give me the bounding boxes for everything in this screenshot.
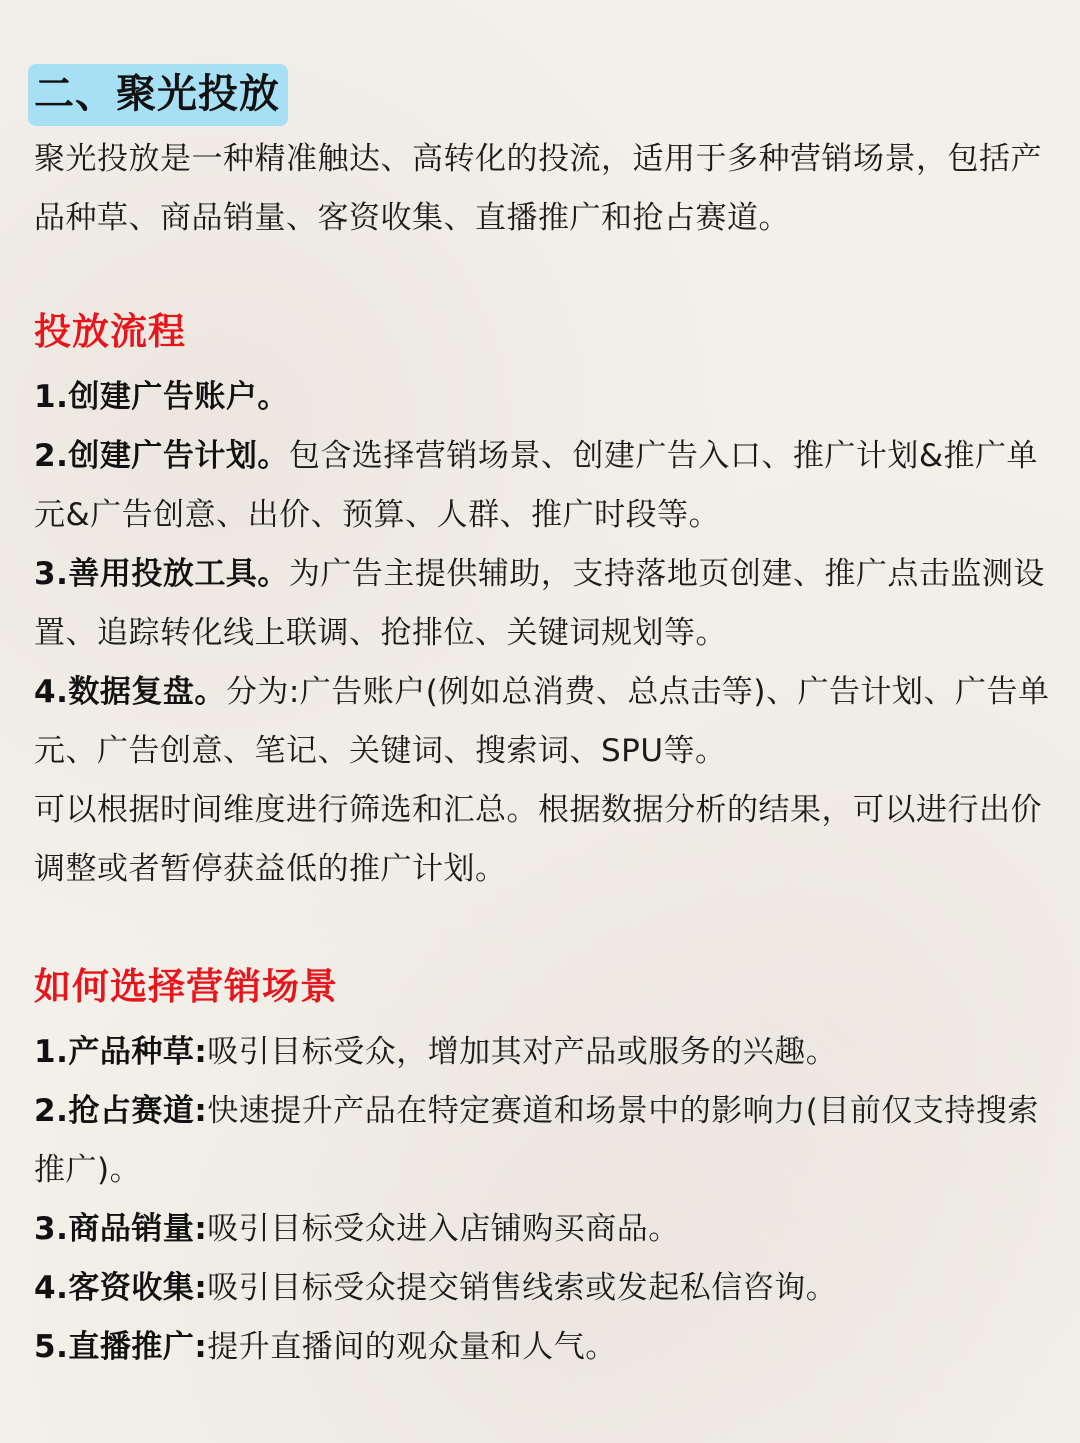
scene-item-title: 1.产品种草: [34,1034,208,1070]
scene-item-body: 吸引目标受众进入店铺购买商品。 [207,1211,680,1247]
scene-item-title: 5.直播推广: [34,1329,208,1365]
process-step-2 [34,427,1054,545]
section-title: 二、聚光投放 [28,64,288,126]
process-step-body: 分为:广告账户(例如总消费、总点击等)、广告计划、广告单元、广告创意、笔记、关键词、搜索词、SPU等。 [34,674,1050,769]
process-step-title: 2.创建广告计划。 [34,438,289,474]
process-step-title: 1.创建广告账户。 [34,379,289,415]
scene-item-2 [34,1082,1054,1200]
scene-item-title: 3.商品销量: [34,1211,208,1247]
scene-item-5 [34,1318,1054,1377]
process-step-title: 3.善用投放工具。 [34,556,289,592]
scenes-heading: 如何选择营销场景 [34,965,338,1008]
article [34,64,1054,1377]
scene-item-body: 吸引目标受众，增加其对产品或服务的兴趣。 [207,1034,838,1070]
scene-item-1 [34,1023,1054,1082]
process-step-body: 包含选择营销场景、创建广告入口、推广计划&推广单元&广告创意、出价、预算、人群、推广时段等。 [34,438,1039,533]
process-step-4 [34,663,1054,781]
process-step-1 [34,368,1054,427]
scene-item-3 [34,1200,1054,1259]
process-step-3 [34,545,1054,663]
scene-item-title: 2.抢占赛道: [34,1093,208,1129]
intro-paragraph: 聚光投放是一种精准触达、高转化的投流，适用于多种营销场景，包括产品种草、商品销量、客资收集、直播推广和抢占赛道。 [34,141,1042,236]
scene-item-4 [34,1259,1054,1318]
scene-item-title: 4.客资收集: [34,1270,208,1306]
scene-item-body: 提升直播间的观众量和人气。 [207,1329,617,1365]
process-step-body: 为广告主提供辅助，支持落地页创建、推广点击监测设置、追踪转化线上联调、抢排位、关键词规划等。 [34,556,1045,651]
scene-item-body: 吸引目标受众提交销售线索或发起私信咨询。 [207,1270,838,1306]
process-step-title: 4.数据复盘。 [34,674,226,710]
process-heading: 投放流程 [34,310,186,353]
process-note: 可以根据时间维度进行筛选和汇总。根据数据分析的结果，可以进行出价调整或者暂停获益低的推广计划。 [34,792,1042,887]
scene-item-body: 快速提升产品在特定赛道和场景中的影响力(目前仅支持搜索推广)。 [34,1093,1039,1188]
